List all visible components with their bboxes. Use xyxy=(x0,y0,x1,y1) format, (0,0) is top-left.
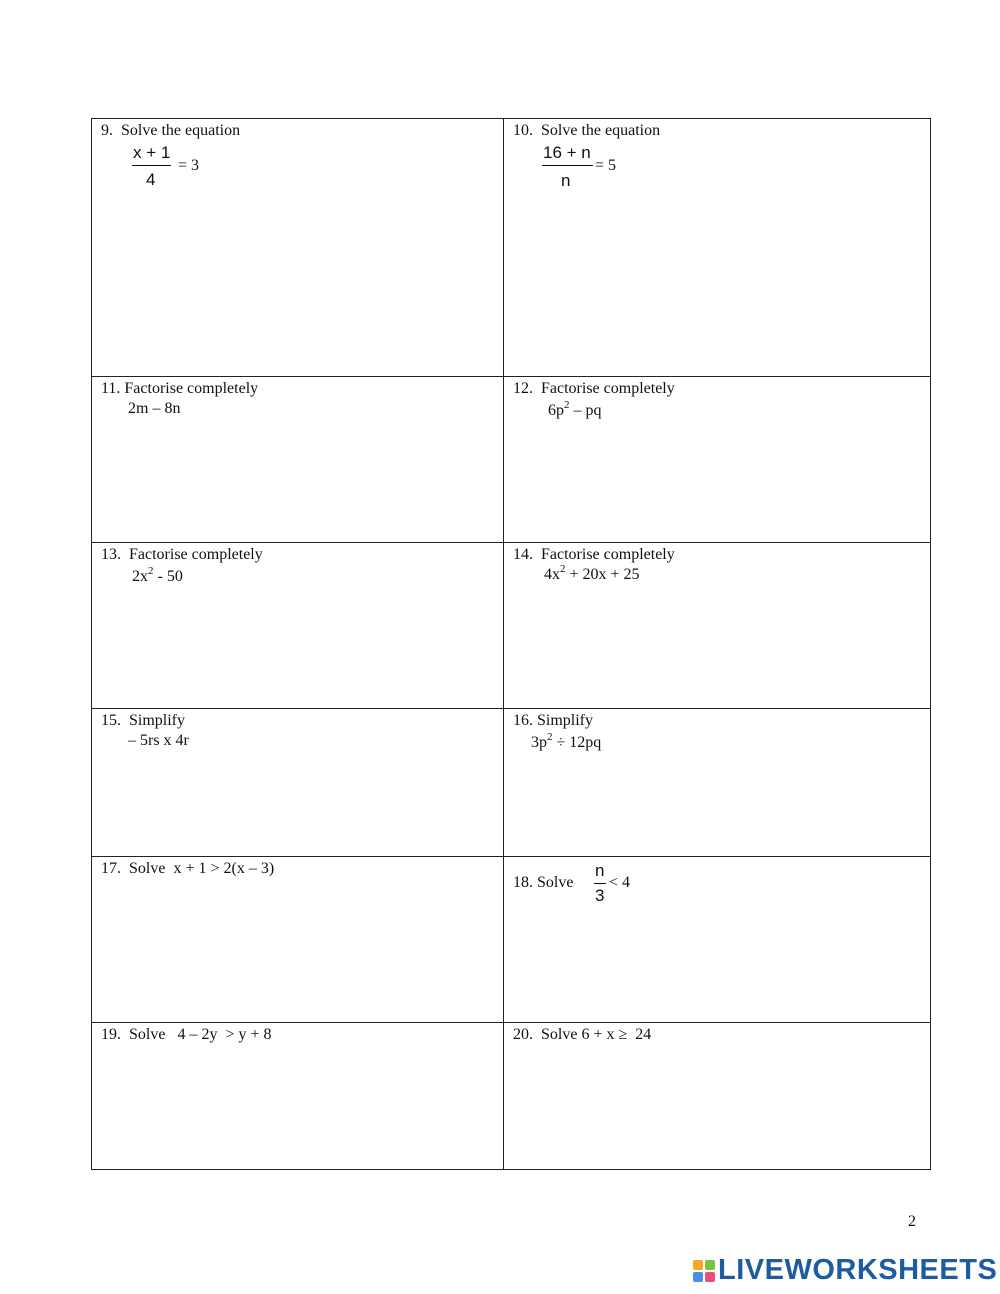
question-9-cell[interactable] xyxy=(92,119,504,377)
fraction-bar xyxy=(594,883,606,884)
question-label: 20. Solve 6 + x ≥ 24 xyxy=(513,1026,652,1043)
question-17-cell[interactable] xyxy=(92,857,504,1023)
expression-rest: ÷ 12pq xyxy=(552,734,602,751)
question-label: 11. Factorise completely xyxy=(101,380,259,397)
fraction-numerator: n xyxy=(595,861,605,880)
inequality-rhs: < 4 xyxy=(609,874,631,891)
expression-rest: - 50 xyxy=(153,568,183,585)
expression-base: 4x xyxy=(544,566,560,583)
exponent: 2 xyxy=(564,398,570,411)
question-label: 18. Solve xyxy=(513,874,574,891)
question-label: 19. Solve 4 – 2y > y + 8 xyxy=(101,1026,272,1043)
fraction-bar xyxy=(132,165,171,166)
question-label: 10. Solve the equation xyxy=(513,122,661,139)
exponent: 2 xyxy=(560,562,566,575)
question-16-cell[interactable] xyxy=(504,709,930,857)
question-label: 9. Solve the equation xyxy=(101,122,241,139)
expression-rest: + 20x + 25 xyxy=(565,566,640,583)
expression: 2m – 8n xyxy=(128,400,181,417)
expression: – 5rs x 4r xyxy=(128,732,189,749)
question-15-cell[interactable] xyxy=(92,709,504,857)
fraction-numerator: x + 1 xyxy=(133,143,171,162)
expression xyxy=(531,730,602,753)
worksheet-table xyxy=(91,118,931,1170)
question-18-cell[interactable] xyxy=(504,857,930,1023)
equation-rhs: = 5 xyxy=(595,157,617,174)
question-label: 13. Factorise completely xyxy=(101,546,263,563)
question-label: 15. Simplify xyxy=(101,712,186,729)
question-label: 17. Solve x + 1 > 2(x – 3) xyxy=(101,860,275,877)
question-12-cell[interactable] xyxy=(504,377,930,543)
fraction-denominator: 4 xyxy=(146,170,156,189)
exponent: 2 xyxy=(547,730,553,743)
exponent: 2 xyxy=(148,564,154,577)
question-label: 16. Simplify xyxy=(513,712,594,729)
expression-base: 6p xyxy=(548,402,564,419)
question-label: 14. Factorise completely xyxy=(513,546,675,563)
fraction-denominator: n xyxy=(561,171,571,190)
question-20-cell[interactable] xyxy=(504,1023,930,1169)
logo-mark-square xyxy=(705,1272,715,1282)
question-10-cell[interactable] xyxy=(504,119,930,377)
fraction-denominator: 3 xyxy=(595,886,605,905)
logo-text: LIVEWORKSHEETS xyxy=(718,1254,998,1286)
question-14-cell[interactable] xyxy=(504,543,930,709)
question-19-cell[interactable] xyxy=(92,1023,504,1169)
equation-rhs: = 3 xyxy=(178,157,200,174)
logo-mark-square xyxy=(693,1260,703,1270)
expression-rest: – pq xyxy=(569,402,602,419)
fraction-numerator: 16 + n xyxy=(543,143,591,162)
logo-mark-square xyxy=(693,1272,703,1282)
expression xyxy=(132,564,183,587)
expression-base: 2x xyxy=(132,568,148,585)
liveworksheets-logo xyxy=(693,1254,997,1287)
expression xyxy=(544,562,640,585)
expression xyxy=(548,398,602,421)
question-label: 12. Factorise completely xyxy=(513,380,675,397)
logo-mark-square xyxy=(705,1260,715,1270)
logo-mark-icon xyxy=(693,1260,715,1282)
expression-base: 3p xyxy=(531,734,547,751)
page-number: 2 xyxy=(908,1213,916,1230)
question-11-cell[interactable] xyxy=(92,377,504,543)
fraction-bar xyxy=(542,165,593,166)
question-13-cell[interactable] xyxy=(92,543,504,709)
